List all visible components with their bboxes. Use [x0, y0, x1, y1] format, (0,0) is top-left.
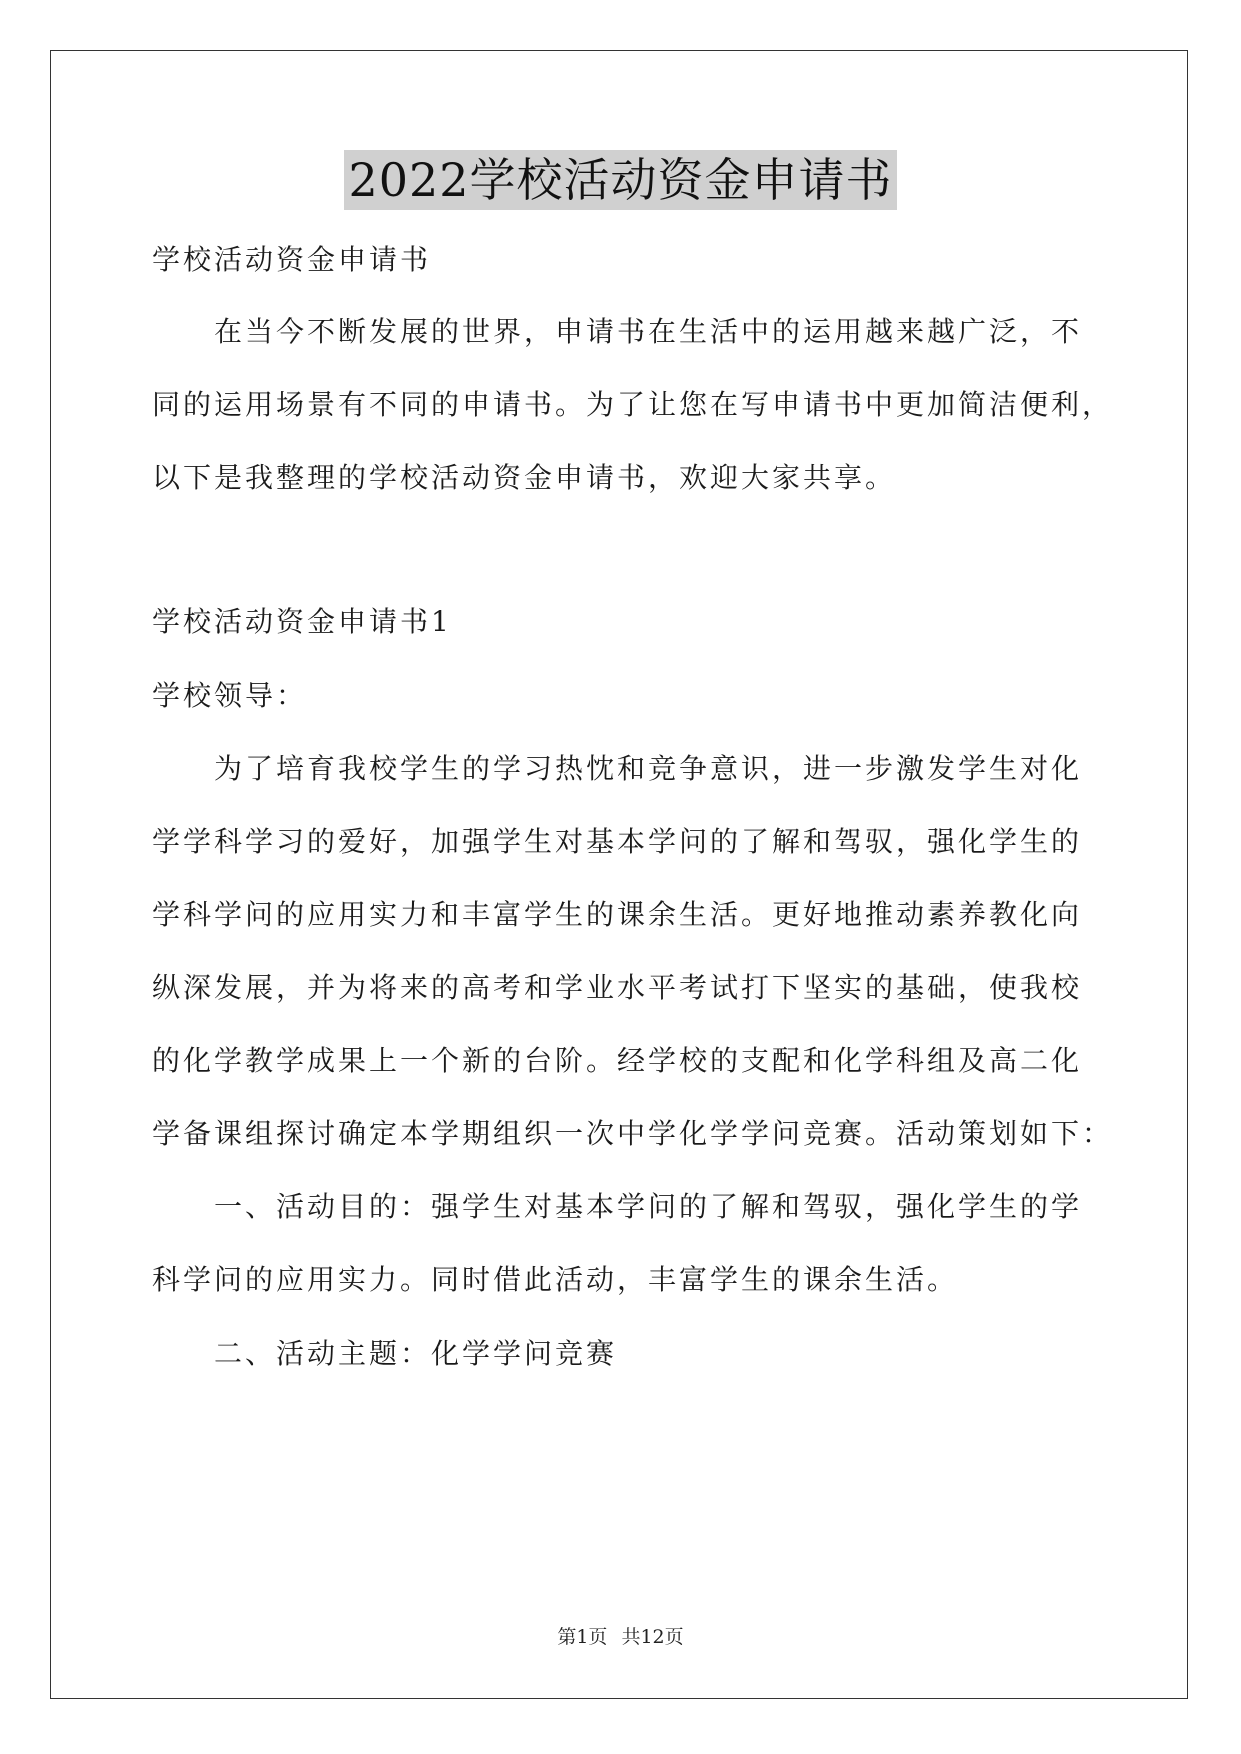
text-line: 学备课组探讨确定本学期组织一次中学化学学问竞赛。活动策划如下： [152, 1117, 1114, 1150]
text-line: 在当今不断发展的世界，申请书在生活中的运用越来越广泛，不 [152, 315, 1083, 348]
title-container [0, 150, 1241, 210]
text-line: 科学问的应用实力。同时借此活动，丰富学生的课余生活。 [152, 1263, 959, 1296]
section-heading: 学校活动资金申请书1 [152, 605, 452, 638]
document-title: 2022学校活动资金申请书 [344, 150, 896, 210]
page-count: 共12页 [621, 1626, 684, 1648]
page-number: 第1页 [557, 1626, 608, 1648]
text-line: 的化学教学成果上一个新的台阶。经学校的支配和化学科组及高二化 [152, 1044, 1083, 1077]
text-line: 为了培育我校学生的学习热忱和竞争意识，进一步激发学生对化 [152, 752, 1083, 785]
text-line: 纵深发展，并为将来的高考和学业水平考试打下坚实的基础，使我校 [152, 971, 1083, 1004]
text-line: 一、活动目的：强学生对基本学问的了解和驾驭，强化学生的学 [152, 1190, 1083, 1223]
text-line: 同的运用场景有不同的申请书。为了让您在写申请书中更加简洁便利， [152, 388, 1114, 421]
text-line: 学校活动资金申请书 [152, 243, 432, 276]
salutation: 学校领导： [152, 679, 308, 712]
text-line: 二、活动主题：化学学问竞赛 [152, 1337, 618, 1370]
text-line: 学学科学习的爱好，加强学生对基本学问的了解和驾驭，强化学生的 [152, 825, 1083, 858]
text-line: 学科学问的应用实力和丰富学生的课余生活。更好地推动素养教化向 [152, 898, 1083, 931]
text-line: 以下是我整理的学校活动资金申请书，欢迎大家共享。 [152, 461, 897, 494]
page-footer [0, 1622, 1241, 1649]
page-border [50, 50, 1188, 1699]
